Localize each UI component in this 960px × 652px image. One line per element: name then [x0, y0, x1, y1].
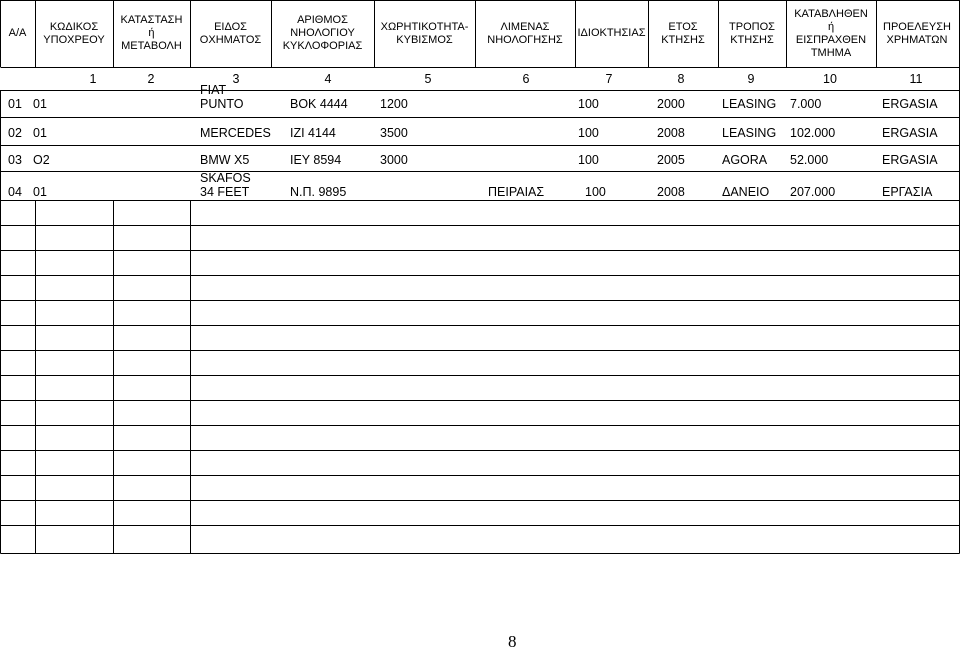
table-cell: 2005 — [657, 153, 685, 167]
column-number: 4 — [324, 72, 332, 86]
column-number: 5 — [424, 72, 432, 86]
table-cell: SKAFOS 34 FEET — [200, 171, 251, 199]
table-cell: 102.000 — [790, 126, 836, 140]
table-cell: 01 — [8, 97, 22, 111]
table-cell: 7.000 — [790, 97, 822, 111]
table-cell: 100 — [578, 97, 599, 111]
table-cell: ΕΡΓΑΣΙΑ — [882, 185, 933, 199]
table-cell: Ν.Π. 9895 — [290, 185, 347, 199]
table-cell: ΒΟΚ 4444 — [290, 97, 348, 111]
column-number: 1 — [89, 72, 97, 86]
table-cell: ΠΕΙΡΑΙΑΣ — [488, 185, 545, 199]
table-cell: 2000 — [657, 97, 685, 111]
column-header: ΑΡΙΘΜΟΣ ΝΗΟΛΟΓΙΟΥ ΚΥΚΛΟΦΟΡΙΑΣ — [282, 14, 363, 52]
page-number: 8 — [508, 632, 517, 651]
table-cell: 52.000 — [790, 153, 829, 167]
column-header: ΛΙΜΕΝΑΣ ΝΗΟΛΟΓΗΣΗΣ — [487, 20, 563, 46]
table-cell: 207.000 — [790, 185, 836, 199]
column-header: ΤΡΟΠΟΣ ΚΤΗΣΗΣ — [729, 20, 775, 46]
table-cell: ERGASIA — [882, 97, 938, 111]
table-cell: IEY 8594 — [290, 153, 342, 167]
table-cell: ERGASIA — [882, 126, 938, 140]
table-cell: ERGASIA — [882, 153, 938, 167]
table-cell: AGORA — [722, 153, 768, 167]
table-cell: 01 — [33, 97, 47, 111]
table-cell: ΔΑΝΕΙΟ — [722, 185, 770, 199]
table-cell: 04 — [8, 185, 22, 199]
column-header: ΠΡΟΕΛΕΥΣΗ ΧΡΗΜΑΤΩΝ — [883, 20, 951, 46]
column-header: ΕΤΟΣ ΚΤΗΣΗΣ — [661, 20, 705, 46]
column-header: ΧΩΡΗΤΙΚΟΤΗΤΑ- ΚΥΒΙΣΜΟΣ — [380, 20, 469, 46]
column-header: ΙΔΙΟΚΤΗΣΙΑΣ — [577, 27, 646, 39]
table-cell: 100 — [578, 126, 599, 140]
table-cell: 3500 — [380, 126, 408, 140]
column-number: 7 — [605, 72, 613, 86]
table-cell: LEASING — [722, 126, 777, 140]
column-number: 8 — [677, 72, 685, 86]
column-number: 3 — [232, 72, 240, 86]
column-header: ΚΩΔΙΚΟΣ ΥΠΟΧΡΕΟΥ — [43, 20, 105, 46]
column-number: 9 — [747, 72, 755, 86]
column-header: ΚΑΤΑΒΛΗΘΕΝ ή ΕΙΣΠΡΑΧΘΕΝ ΤΜΗΜΑ — [794, 7, 868, 59]
table-cell: IZI 4144 — [290, 126, 336, 140]
column-number: 2 — [147, 72, 155, 86]
column-header: ΕΙΔΟΣ ΟΧΗΜΑΤΟΣ — [199, 20, 262, 46]
table-cell: 1200 — [380, 97, 408, 111]
table-cell: 01 — [33, 126, 47, 140]
table-cell: MERCEDES — [200, 126, 271, 140]
table-cell: 100 — [585, 185, 606, 199]
table-cell: 100 — [578, 153, 599, 167]
table-cell: BMW X5 — [200, 153, 250, 167]
table-cell: 02 — [8, 126, 22, 140]
table-cell: O2 — [33, 153, 50, 167]
table-cell: 3000 — [380, 153, 408, 167]
table-cell: FIAT PUNTO — [200, 83, 244, 111]
table-cell: 01 — [33, 185, 47, 199]
column-header: Α/Α — [8, 27, 27, 39]
column-number: 6 — [522, 72, 530, 86]
table-cell: 03 — [8, 153, 22, 167]
table-cell: 2008 — [657, 185, 685, 199]
column-number: 11 — [909, 72, 923, 86]
table-cell: LEASING — [722, 97, 777, 111]
column-header: ΚΑΤΑΣΤΑΣΗ ή ΜΕΤΑΒΟΛΗ — [120, 14, 183, 52]
column-number: 10 — [823, 72, 837, 86]
table-cell: 2008 — [657, 126, 685, 140]
